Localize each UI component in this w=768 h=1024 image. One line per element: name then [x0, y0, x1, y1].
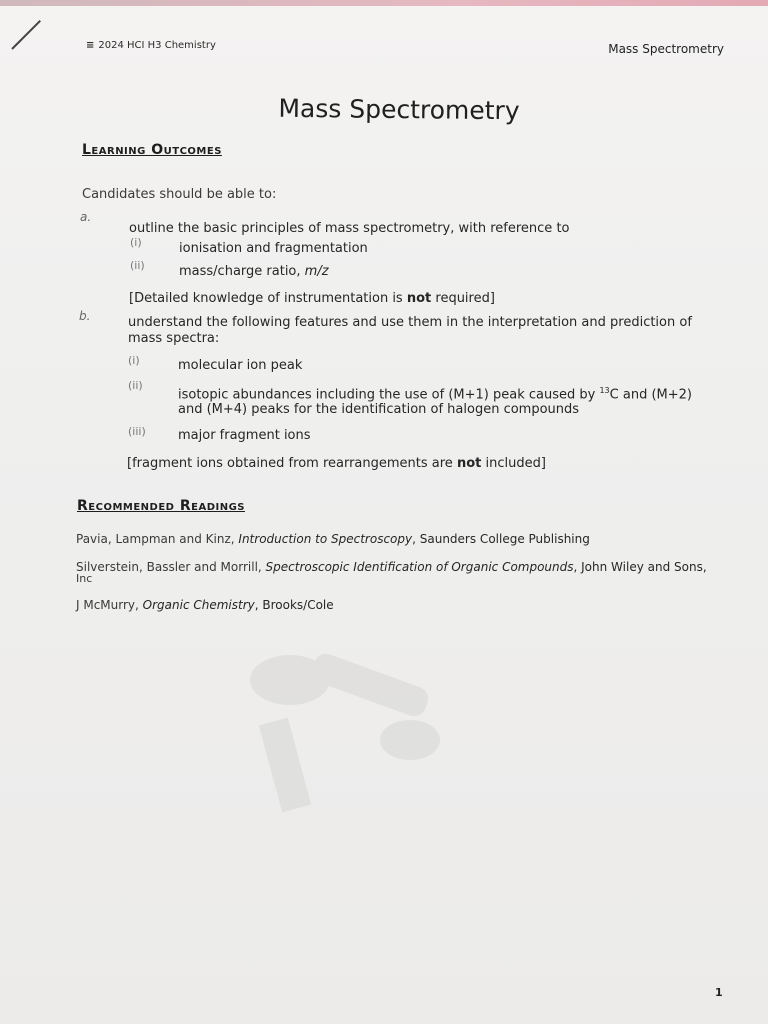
- lo-b-ii-text-2: and (M+4) peaks for the identification of halogen compounds: [178, 402, 580, 417]
- bleed-through-illustration: [230, 620, 490, 820]
- lo-a-ii-text-pre: mass/charge ratio,: [179, 264, 305, 279]
- lo-a-note-bold: not: [406, 291, 432, 306]
- lo-b-iii-label: (iii): [128, 425, 146, 438]
- lo-b-i-text: molecular ion peak: [178, 358, 303, 373]
- learning-outcomes-heading: Learning Outcomes: [82, 142, 222, 158]
- header-course: [86, 40, 216, 51]
- lo-b-text-1: understand the following features and use them in the interpretation and prediction of: [128, 315, 692, 330]
- lo-a-label: a.: [80, 210, 92, 224]
- top-edge-strip: [0, 0, 768, 6]
- reading-2: [76, 560, 707, 574]
- lo-b-note: [127, 456, 546, 471]
- lo-a-ii-text: [179, 264, 329, 279]
- lo-b-note-pre: [fragment ions obtained from rearrangements are: [127, 456, 457, 471]
- lo-a-text: outline the basic principles of mass spectrometry, with reference to: [129, 221, 570, 236]
- lo-b-label: b.: [79, 309, 91, 323]
- reading-2-continued: Inc: [76, 572, 93, 585]
- lo-b-note-bold: not: [456, 456, 482, 471]
- lo-b-ii-text-pre: isotopic abundances including the use of (M+1) peak caused by: [178, 387, 600, 403]
- pen-mark: [11, 20, 41, 50]
- reading-3-title: Organic Chemistry: [142, 598, 255, 612]
- reading-2-title: Spectroscopic Identification of Organic Compounds: [265, 560, 574, 574]
- reading-3-publisher: , Brooks/Cole: [254, 598, 334, 612]
- page-title: Mass Spectrometry: [278, 93, 520, 126]
- lo-intro: Candidates should be able to:: [82, 187, 277, 202]
- page-number: 1: [715, 986, 723, 999]
- header-topic: Mass Spectrometry: [608, 42, 724, 56]
- lo-b-i-label: (i): [128, 354, 140, 367]
- reading-2-publisher: , John Wiley and Sons,: [573, 560, 707, 574]
- lo-b-note-post: included]: [481, 456, 546, 471]
- header-course-text: 2024 HCI H3 Chemistry: [98, 40, 216, 51]
- reading-3: [76, 598, 334, 612]
- lo-a-ii-mz: m/z: [304, 264, 329, 279]
- binder-mark-icon: ≡: [86, 40, 95, 51]
- lo-a-note: [129, 291, 495, 306]
- lo-a-i-text: ionisation and fragmentation: [179, 241, 368, 256]
- reading-2-authors: Silverstein, Bassler and Morrill,: [76, 560, 266, 574]
- reading-1-title: Introduction to Spectroscopy: [238, 532, 413, 546]
- reading-1-publisher: , Saunders College Publishing: [412, 532, 590, 546]
- lo-b-text-2: mass spectra:: [128, 331, 220, 346]
- reading-1: [76, 532, 590, 546]
- recommended-readings-heading: Recommended Readings: [77, 498, 246, 514]
- lo-a-i-label: (i): [130, 236, 142, 249]
- lo-b-ii-label: (ii): [128, 379, 143, 392]
- reading-1-authors: Pavia, Lampman and Kinz,: [76, 532, 239, 546]
- lo-b-ii-text-1: [178, 386, 692, 402]
- lo-a-ii-label: (ii): [130, 259, 145, 272]
- lo-b-ii-superscript: 13: [599, 386, 610, 395]
- lo-a-note-post: required]: [431, 291, 495, 306]
- lo-a-note-pre: [Detailed knowledge of instrumentation is: [129, 291, 407, 306]
- reading-3-authors: J McMurry,: [76, 598, 143, 612]
- lo-b-iii-text: major fragment ions: [178, 428, 311, 443]
- lo-b-ii-text-post: C and (M+2): [609, 387, 692, 403]
